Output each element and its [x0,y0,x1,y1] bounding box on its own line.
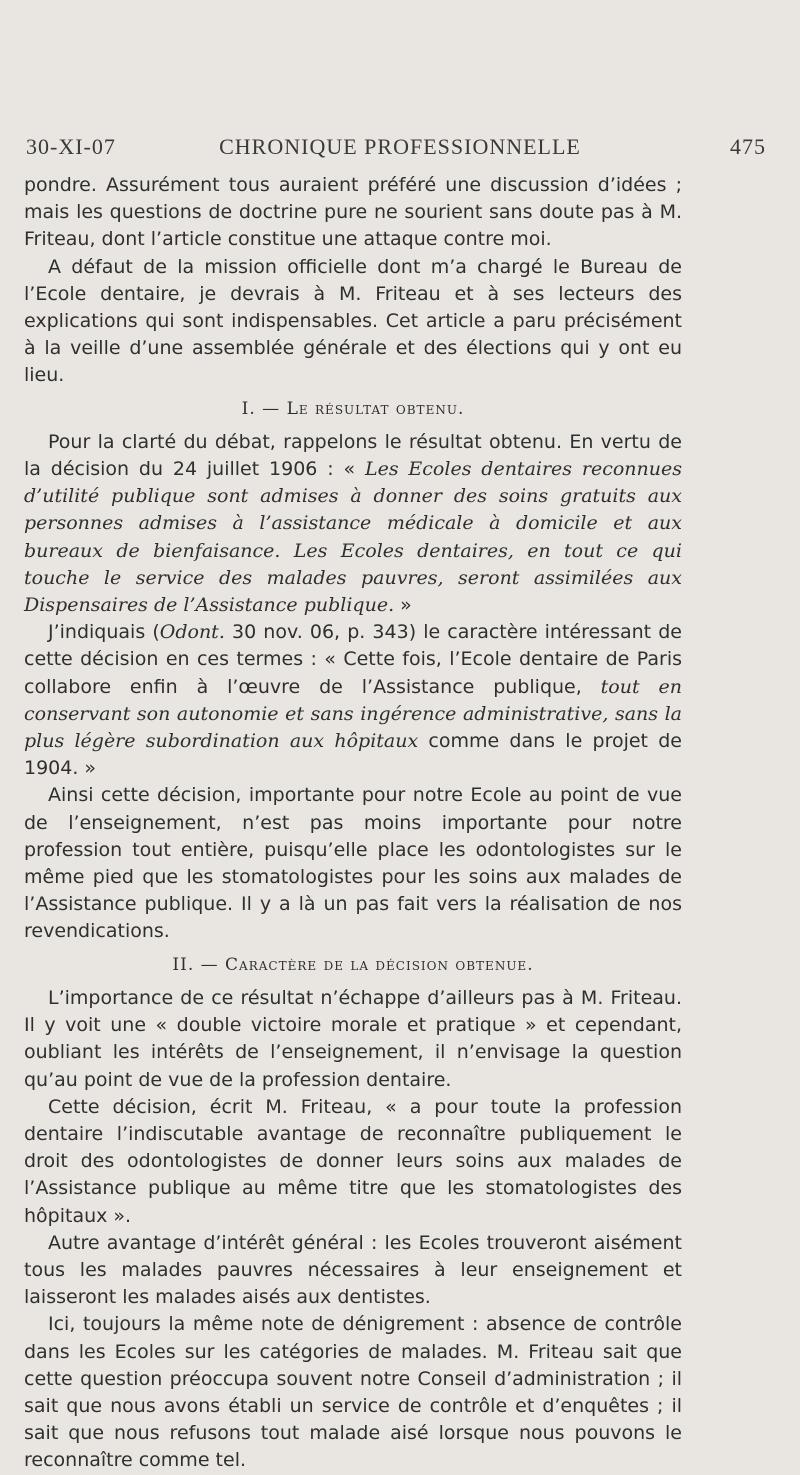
paragraph-text: » [394,594,412,617]
citation-journal: Odont. [159,621,225,644]
page-body [24,172,682,1475]
header-date: 30-XI-07 [26,134,116,159]
paragraph: Cette décision, écrit M. Friteau, « a pour toute la profession dentaire l’indiscutable avantage de reconnaître publiquement le droit des odontologistes de donner leurs soins aux malades de l’Assistance publique au même titre que les stomatologistes des hôpitaux ». [24,1095,682,1227]
paragraph-text: 30 nov. 06, p. 343) le caractère intéressant de cette décision en ces termes : « Cette fois, l’Ecole dentaire de Paris collabore enfin à l’œuvre de l’Assistance publique, [24,621,682,698]
running-header [24,134,776,164]
paragraph: L’importance de ce résultat n’échappe d’ailleurs pas à M. Friteau. Il y voit une « double victoire morale et pratique » et cependant, oubliant les intérêts de l’enseignement, il n’envisage la question qu’au point de vue de la profession dentaire. [24,986,682,1091]
paragraph-text: comme dans le projet de 1904. » [24,730,682,780]
section-heading: I. — Le résultat obtenu. [241,398,465,419]
paragraph: pondre. Assurément tous auraient préféré une discussion d’idées ; mais les questions de doctrine pure ne sourient sans doute pas à M. Friteau, dont l’article constitue une attaque contre moi. [24,174,682,251]
paragraph [24,619,682,782]
paragraph: Autre avantage d’intérêt général : les Ecoles trouveront aisément tous les malades pauvres nécessaires à leur enseignement et laisseront les malades aisés aux dentistes. [24,1231,682,1309]
paragraph-text: J’indiquais ( [48,621,160,644]
header-title: CHRONIQUE PROFESSIONNELLE [219,134,581,159]
paragraph: Ici, toujours la même note de dénigrement : absence de contrôle dans les Ecoles sur les catégories de malades. M. Friteau sait que cette question préoccupa souvent notre Conseil d’administration ; il sait que nous avons établi un service de contrôle et d’enquêtes ; il sait que nous refusons tout malade aisé lorsque nous pouvons le reconnaître comme tel. [24,1313,682,1472]
emphasis-text: tout en conservant son autonomie et sans ingérence administrative, sans la plus légère subordination aux hôpitaux [24,675,682,753]
paragraph [24,429,682,619]
page-number: 475 [730,134,766,159]
paragraph: Ainsi cette décision, importante pour notre Ecole au point de vue de l’enseignement, n’est pas moins importante pour notre profession tout entière, puisqu’elle place les odontologistes sur le même pied que les stomatologistes pour les soins aux malades de l’Assistance publique. Il y a là un pas fait vers la réalisation de nos revendications. [24,784,682,943]
section-heading: II. — Caractère de la décision obtenue. [172,954,534,975]
paragraph-text: Pour la clarté du débat, rappelons le résultat obtenu. En vertu de la décision du 24 juillet 1906 : « [24,430,682,481]
paragraph: A défaut de la mission officielle dont m’a chargé le Bureau de l’Ecole dentaire, je devrais à M. Friteau et à ses lecteurs des explications qui sont indispensables. Cet article a paru précisément à la veille d’une assemblée générale et des élections qui y ont eu lieu. [24,255,682,387]
quoted-decision: Les Ecoles dentaires reconnues d’utilité publique sont admises à donner des soins gratuits aux personnes admises à l’assistance médicale à domicile et aux bureaux de bienfaisance. Les Ecoles dentaires, en tout ce qui touche le service des malades pauvres, seront assimilées aux Dispensaires de l’Assistance publique. [24,458,683,617]
